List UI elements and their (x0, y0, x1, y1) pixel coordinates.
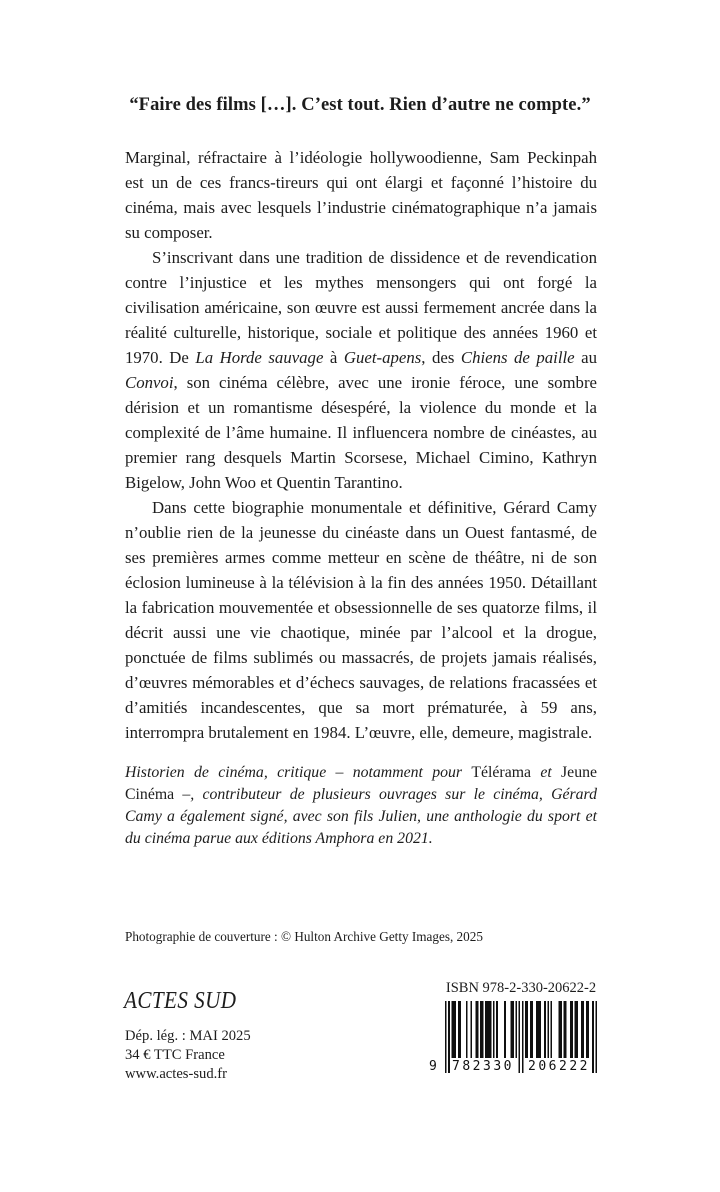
legal-deposit-line: Dép. lég. : MAI 2025 (125, 1028, 251, 1044)
synopsis-paragraph-1: Marginal, réfractaire à l’idéologie hollywoodienne, Sam Peckinpah est un de ces francs-tireurs qui ont élargi et façonné l’histoire du cinéma, mais avec lesquels l’industrie cinématographique n’a jamais su composer. (125, 148, 597, 242)
synopsis-paragraph-2: S’inscrivant dans une tradition de dissidence et de revendication contre l’injustice et les mythes mensongers qui ont forgé la civilisation américaine, son œuvre est aussi fermement ancrée dans la réalité culturelle, historique, sociale et politique des années 1960 et 1970. De La Horde sauvage à Guet-apens, des Chiens de paille au Convoi, son cinéma célèbre, avec une ironie féroce, une sombre dérision et un romantisme désespéré, la violence du monde et la complexité de l’âme humaine. Il influencera nombre de cinéastes, au premier rang desquels Martin Scorsese, Michael Cimino, Kathryn Bigelow, John Woo et Quentin Tarantino. (125, 248, 597, 492)
publisher-logo: ACTES SUD (124, 988, 237, 1014)
synopsis-paragraph-3: Dans cette biographie monumentale et définitive, Gérard Camy n’oublie rien de la jeunesse du cinéaste dans un Ouest fantasmé, de ses premières armes comme metteur en scène de théâtre, ni de son éclosion lumineuse à la télévision à la fin des années 1950. Détaillant la fabrication mouvementée et obsessionnelle de ses quatorze films, il décrit aussi une vie chaotique, minée par l’alcool et la drogue, ponctuée de films sublimés ou massacrés, de projets jamais réalisés, d’œuvres mémorables et d’échecs sauvages, de relations fracassées et d’amitiés incandescentes, que sa mort prématurée, à 59 ans, interrompra brutalement en 1984. L’œuvre, elle, demeure, magistrale. (125, 498, 597, 742)
barcode-digit-first: 9 (429, 1059, 437, 1074)
photo-credit: Photographie de couverture : © Hulton Archive Getty Images, 2025 (125, 929, 483, 944)
publisher-details (125, 1027, 251, 1084)
barcode-digits-right: 206222 (528, 1059, 590, 1074)
publisher-website: www.actes-sud.fr (125, 1066, 227, 1082)
barcode-bars (429, 1001, 597, 1077)
price-line: 34 € TTC France (125, 1047, 225, 1063)
tagline-quote: “Faire des films […]. C’est tout. Rien d’autre ne compte.” (129, 95, 591, 115)
author-bio: Historien de cinéma, critique – notamment pour Télérama et Jeune Cinéma –, contributeur de plusieurs ouvrages sur le cinéma, Gérard Camy a également signé, avec son fils Julien, une anthologie du sport et du cinéma parue aux éditions Amphora en 2021. (125, 764, 597, 847)
isbn-barcode (425, 980, 597, 1077)
synopsis (125, 145, 597, 850)
barcode-digits-left: 782330 (452, 1059, 514, 1074)
isbn-number: ISBN 978-2-330-20622-2 (445, 980, 597, 996)
